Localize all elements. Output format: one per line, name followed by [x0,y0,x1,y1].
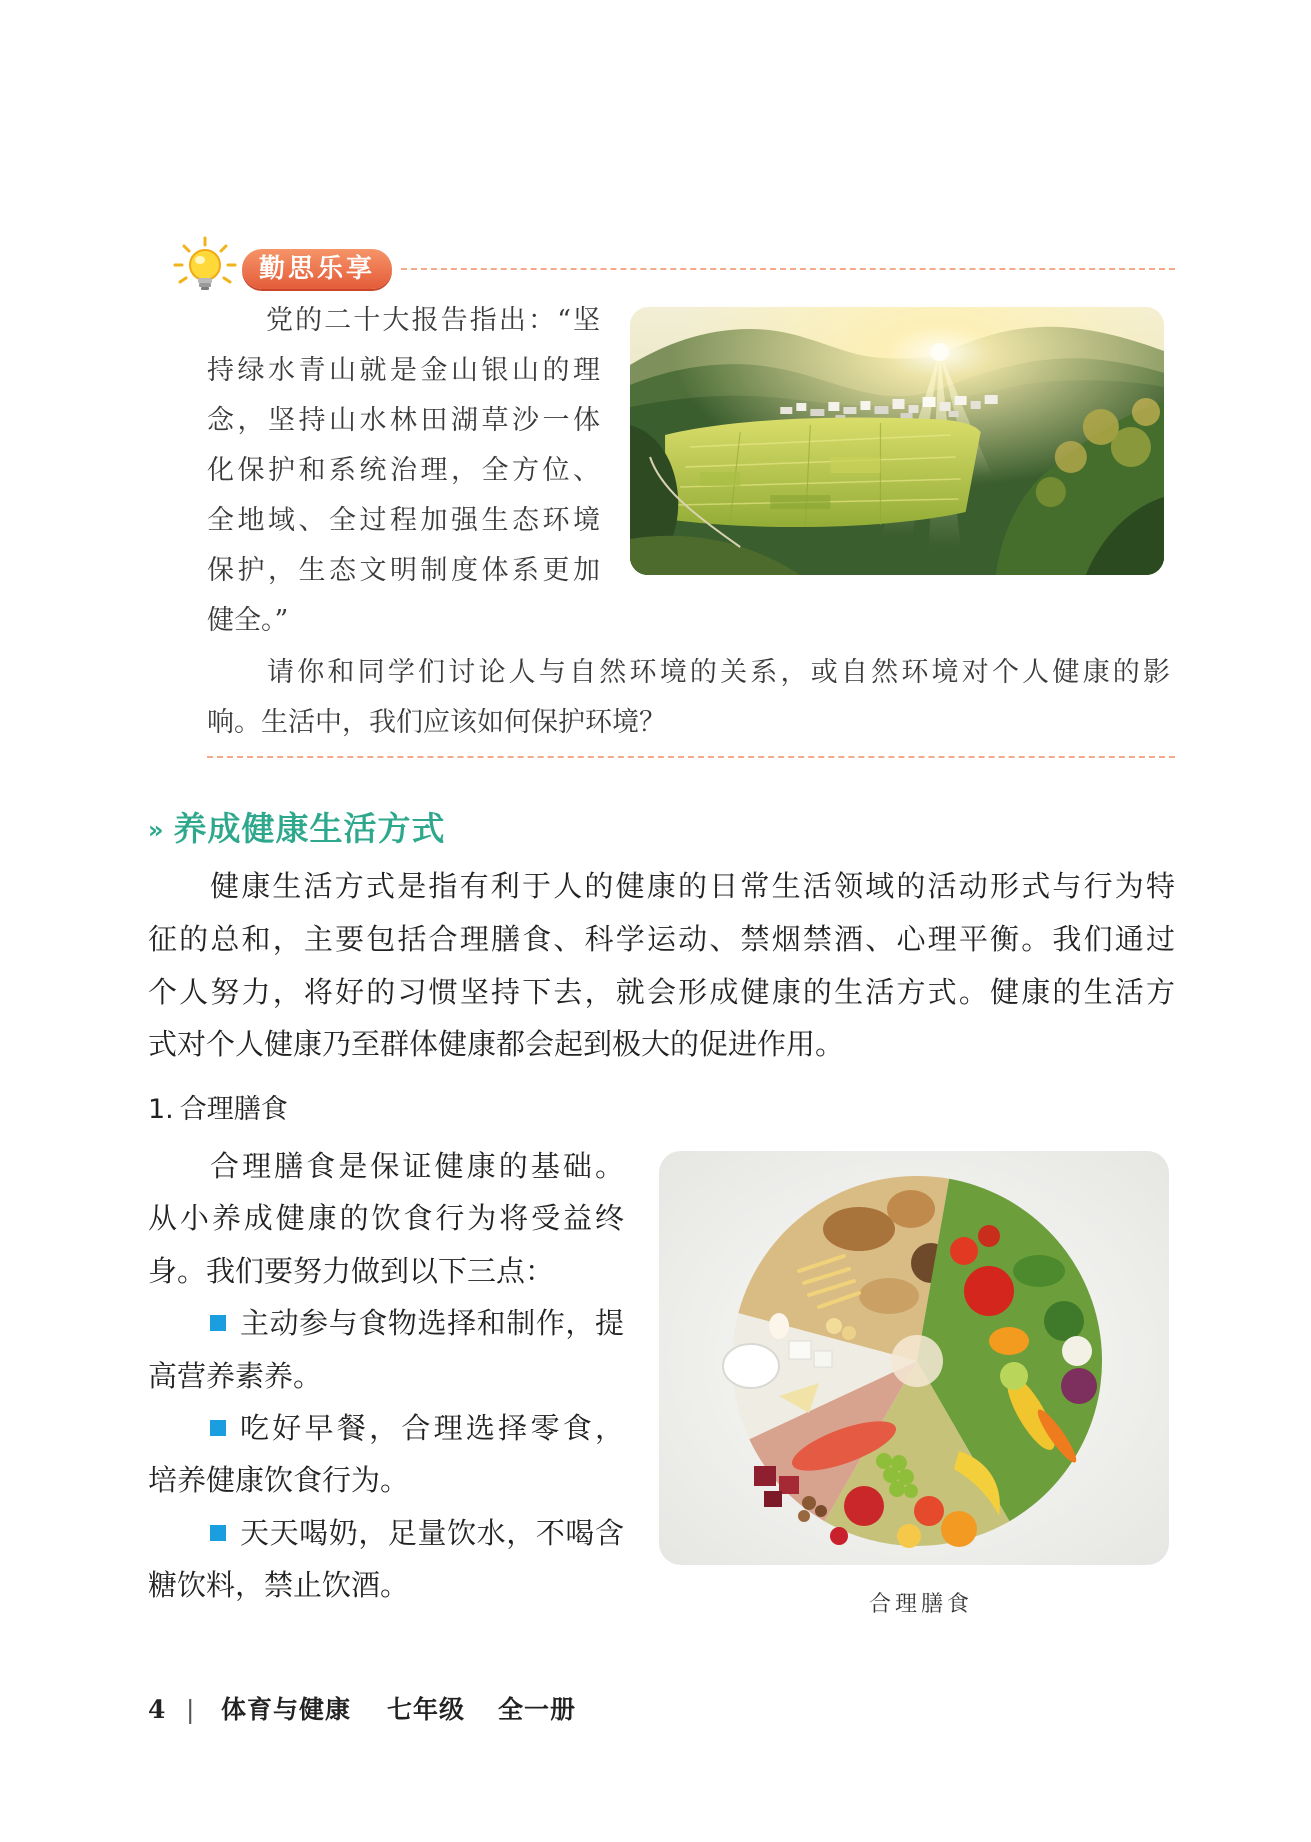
paragraph-line: 式对个人健康乃至群体健康都会起到极大的促进作用。 [148,1027,845,1062]
square-bullet-icon [210,1315,226,1331]
page-number: 4 [148,1695,166,1724]
bullet-item-line: 培养健康饮食行为。 [148,1463,410,1498]
book-title: 体育与健康 [221,1695,352,1724]
square-bullet-icon [210,1525,226,1541]
bullet-item-line [148,1507,624,1559]
sun [931,343,949,361]
quote-text [207,296,600,646]
bullet-text: 吃好早餐，合理选择零食， [240,1410,624,1445]
quote-line: 化保护和系统治理，全方位、 [207,455,600,486]
intro-line: 合理膳食是保证健康的基础。 [210,1149,624,1183]
book-volume: 全一册 [498,1695,577,1724]
bullet-text: 天天喝奶，足量饮水，不喝含 [240,1515,624,1550]
heading-marker: » [148,816,164,844]
question-line: 响。生活中，我们应该如何保护环境？ [207,707,666,738]
footer-separator: | [186,1695,195,1724]
heading-title: 养成健康生活方式 [173,809,446,848]
question-line: 请你和同学们讨论人与自然环境的关系，或自然环境对个人健康的影 [267,657,1170,688]
plate-center [891,1335,943,1387]
subsection-number: 1. [148,1094,174,1125]
discussion-question [207,648,1170,748]
paragraph-line: 征的总和，主要包括合理膳食、科学运动、禁烟禁酒、心理平衡。我们通过 [148,921,1175,956]
bullet-item-line: 高营养素养。 [148,1358,323,1393]
rice-fields [665,418,981,528]
lightbulb-icon [172,234,238,300]
section-heading [148,808,446,850]
section-badge: 勤思乐享 [242,249,392,289]
body-paragraph [148,860,1175,1071]
quote-line: 念，坚持山水林田湖草沙一体 [207,405,600,436]
figure-caption: 合理膳食 [868,1592,973,1617]
landscape-photo [630,307,1164,575]
bullet-item-line [148,1297,624,1349]
quote-line: 全地域、全过程加强生态环境 [207,505,600,536]
bullet-text: 主动参与食物选择和制作，提 [240,1306,624,1341]
bullet-item-line: 糖饮料，禁止饮酒。 [148,1568,410,1603]
balanced-diet-photo [659,1151,1169,1565]
dashed-divider-top [401,268,1175,270]
diet-text-column [148,1140,624,1612]
dashed-divider-bottom [207,756,1175,758]
intro-line: 身。我们要努力做到以下三点： [148,1253,555,1288]
paragraph-line: 健康生活方式是指有利于人的健康的日常生活领域的活动形式与行为特 [210,869,1175,903]
intro-line: 从小养成健康的饮食行为将受益终 [148,1201,624,1236]
quote-line: 健全。” [207,605,289,636]
book-grade: 七年级 [387,1695,466,1724]
subsection-heading [148,1090,288,1130]
paragraph-line: 个人努力，将好的习惯坚持下去，就会形成健康的生活方式。健康的生活方 [148,974,1175,1009]
bullet-item-line [148,1402,624,1454]
quote-line: 持绿水青山就是金山银山的理 [207,355,600,386]
quote-line: 党的二十大报告指出：“坚 [266,305,600,336]
square-bullet-icon [210,1420,226,1436]
quote-line: 保护，生态文明制度体系更加 [207,555,600,586]
subsection-title: 合理膳食 [179,1094,288,1125]
